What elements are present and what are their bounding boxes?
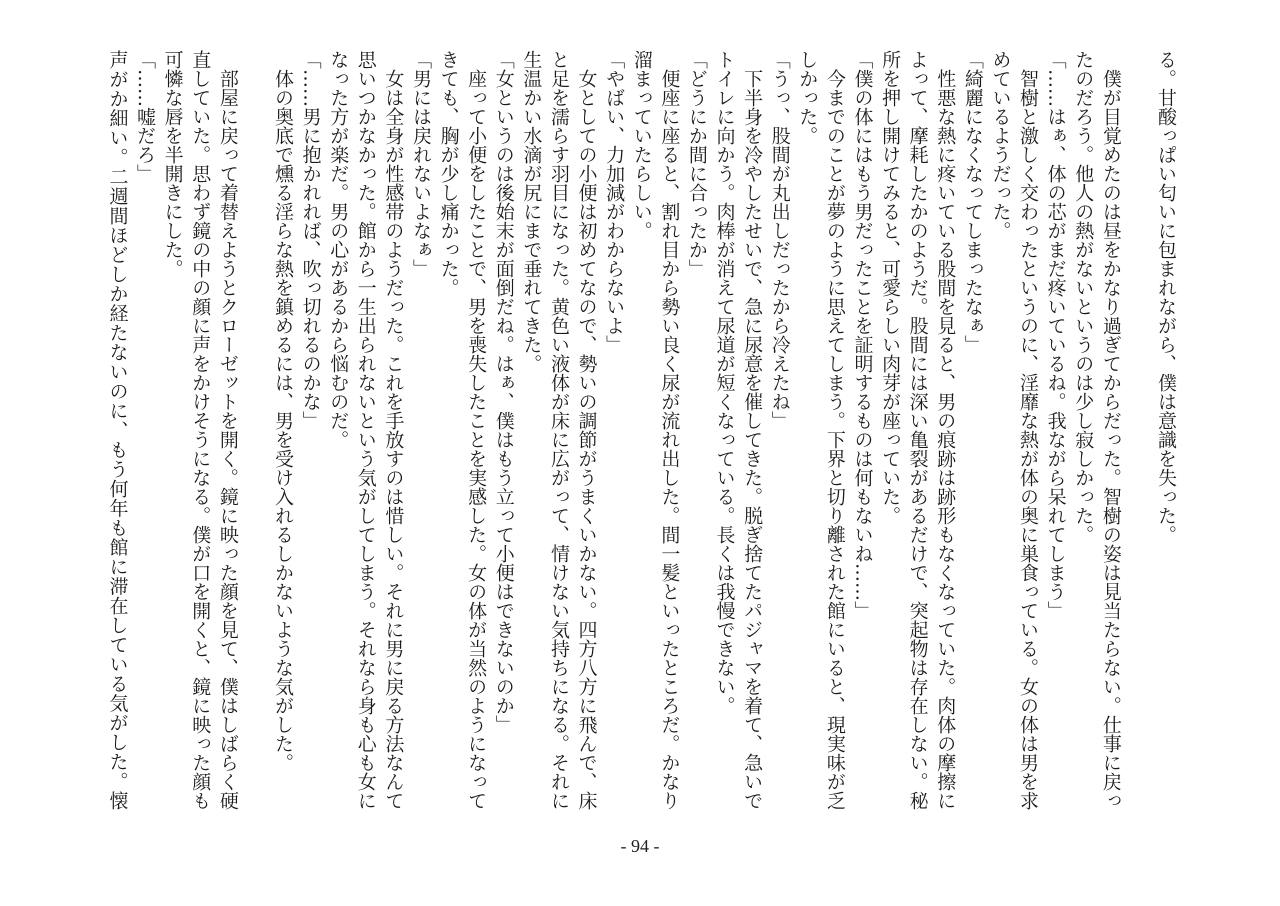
text-line: 溜まっていたらしい。 xyxy=(630,50,653,240)
text-line: 僕が目覚めたのは昼をかなり過ぎてからだった。智樹の姿は見当たらない。仕事に戻っ xyxy=(1099,50,1122,810)
text-line: 座って小便をしたことで、男を喪失したことを実感した。女の体が当然のようになって xyxy=(465,50,488,810)
text-line: 「やばい、力加減がわからないよ」 xyxy=(603,50,626,354)
text-line: 「僕の体にはもう男だったことを証明するものは何もないね……」 xyxy=(851,50,874,620)
text-line: 「綺麗になくなってしまったなぁ」 xyxy=(961,50,984,354)
text-line: 「男には戻れないよなぁ」 xyxy=(409,50,432,278)
text-line: 「女というのは後始末が面倒だね。はぁ、僕はもう立って小便はできないのか」 xyxy=(492,50,515,734)
text-line: たのだろう。他人の熱がないというのは少し寂しかった。 xyxy=(1072,50,1095,544)
text-line: 部屋に戻って着替えようとクローゼットを開く。鏡に映った顔を見て、僕はしばらく硬 xyxy=(216,50,239,810)
text-line: 声がか細い。二週間ほどしか経たないのに、もう何年も館に滞在している気がした。懐 xyxy=(106,50,129,810)
text-line: 女としての小便は初めてなので、勢いの調節がうまくいかない。四方八方に飛んで、床 xyxy=(575,50,598,810)
text-line: めているようだった。 xyxy=(989,50,1012,240)
text-line: と足を濡らす羽目になった。黄色い液体が床に広がって、情けない気持ちになる。それに xyxy=(547,50,570,810)
text-line xyxy=(1124,50,1152,810)
text-line: 智樹と激しく交わったというのに、淫靡な熱が体の奥に巣食っている。女の体は男を求 xyxy=(1017,50,1040,810)
text-line xyxy=(241,50,269,810)
text-line: 下半身を冷やしたせいで、急に尿意を催してきた。脱ぎ捨てたパジャマを着て、急いで xyxy=(741,50,764,810)
text-line: しかった。 xyxy=(796,50,819,145)
text-line: 「……嘘だろ」 xyxy=(134,50,157,183)
text-line: 可憐な唇を半開きにした。 xyxy=(161,50,184,278)
text-line: なった方が楽だ。男の心があるから悩むのだ。 xyxy=(327,50,350,449)
text-line: よって、摩耗したかのようだ。股間には深い亀裂があるだけで、突起物は存在しない。秘 xyxy=(906,50,929,810)
page-number: - 94 - xyxy=(620,836,660,856)
text-line: 「うっ、股間が丸出しだったから冷えたね」 xyxy=(768,50,791,430)
vertical-text-body xyxy=(103,50,1179,810)
text-line: 女は全身が性感帯のようだった。これを手放すのは惜しい。それに男に戻る方法なんて xyxy=(382,50,405,810)
text-line: 「……男に抱かれれば、吹っ切れるのかな」 xyxy=(299,50,322,430)
text-line: 直していた。思わず鏡の中の顔に声をかけそうになる。僕が口を開くと、鏡に映った顔も xyxy=(189,50,212,810)
text-line: 今までのことが夢のように思えてしまう。下界と切り離された館にいると、現実味が乏 xyxy=(823,50,846,810)
text-line: トイレに向かう。肉棒が消えて尿道が短くなっている。長くは我慢できない。 xyxy=(713,50,736,715)
text-line: 思いつかなかった。館から一生出られないという気がしてしまう。それなら身も心も女に xyxy=(354,50,377,810)
text-line: 所を押し開けてみると、可愛らしい肉芽が座っていた。 xyxy=(879,50,902,525)
text-line: 体の奥底で燻る淫らな熱を鎮めるには、男を受け入れるしかないような気がした。 xyxy=(272,50,294,772)
text-line: 「……はぁ、体の芯がまだ疼いているね。我ながら呆れてしまう」 xyxy=(1044,50,1067,620)
text-line: る。甘酸っぱい匂いに包まれながら、僕は意識を失った。 xyxy=(1155,50,1177,544)
text-line: きても、胸が少し痛かった。 xyxy=(437,50,460,297)
text-line: 便座に座ると、割れ目から勢い良く尿が流れ出した。間一髪といったところだ。かなり xyxy=(658,50,681,810)
text-line: 「どうにか間に合ったか」 xyxy=(685,50,708,278)
text-line: 性悪な熱に疼いている股間を見ると、男の痕跡は跡形もなくなっていた。肉体の摩擦に xyxy=(934,50,957,810)
text-line: 生温かい水滴が尻にまで垂れてきた。 xyxy=(520,50,543,373)
